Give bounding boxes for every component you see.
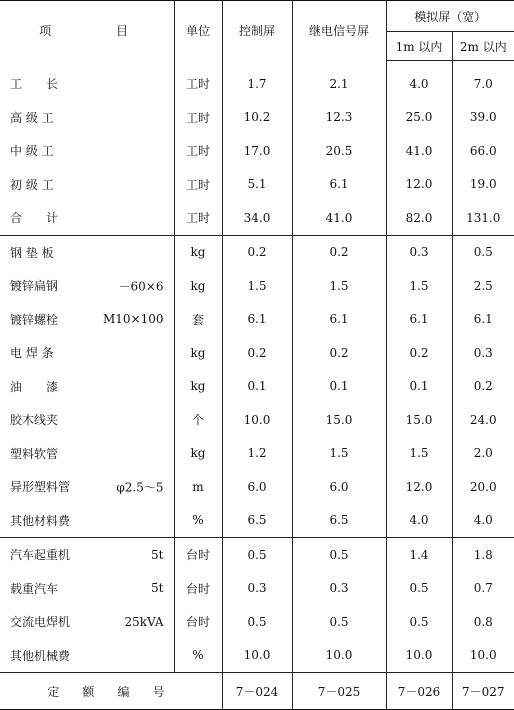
item-cell	[0, 370, 174, 404]
item-name: 胶木线夹	[10, 413, 59, 428]
machinery-row	[0, 572, 514, 606]
control-panel-value: 1.2	[222, 437, 292, 471]
header-sim-2m: 2m 以内	[452, 32, 514, 61]
sim-2m-value: 0.5	[452, 235, 514, 269]
control-panel-value: 10.0	[222, 639, 292, 673]
sim-1m-value: 15.0	[386, 403, 452, 437]
material-row	[0, 235, 514, 269]
sim-1m-value: 4.0	[386, 61, 452, 101]
labor-row	[0, 201, 514, 235]
sim-1m-value: 0.3	[386, 235, 452, 269]
sim-2m-value: 131.0	[452, 201, 514, 235]
item-cell	[0, 437, 174, 471]
item-cell	[0, 101, 174, 135]
quota-number-control: 7－024	[222, 673, 292, 710]
unit-cell: kg	[174, 269, 222, 303]
item-name: 工 长	[10, 77, 59, 91]
relay-panel-value: 10.0	[292, 639, 386, 673]
sim-2m-value: 2.0	[452, 437, 514, 471]
sim-1m-value: 25.0	[386, 101, 452, 135]
material-row	[0, 269, 514, 303]
unit-cell: 个	[174, 403, 222, 437]
unit-cell: 工时	[174, 61, 222, 101]
sim-2m-value: 39.0	[452, 101, 514, 135]
sim-1m-value: 41.0	[386, 134, 452, 168]
sim-2m-value: 66.0	[452, 134, 514, 168]
unit-cell: %	[174, 504, 222, 538]
machinery-row	[0, 639, 514, 673]
item-name: 镀锌螺栓	[10, 312, 59, 327]
item-name: 电 焊 条	[10, 346, 54, 361]
sim-1m-value: 1.5	[386, 269, 452, 303]
item-name: 初 级 工	[10, 177, 54, 192]
unit-cell: kg	[174, 437, 222, 471]
control-panel-value: 0.5	[222, 538, 292, 572]
control-panel-value: 5.1	[222, 168, 292, 202]
sim-1m-value: 12.0	[386, 168, 452, 202]
relay-panel-value: 15.0	[292, 403, 386, 437]
unit-cell: 台时	[174, 538, 222, 572]
item-cell	[0, 201, 174, 235]
unit-cell: 工时	[174, 168, 222, 202]
header-sim-1m: 1m 以内	[386, 32, 452, 61]
item-cell	[0, 538, 174, 572]
machinery-row	[0, 538, 514, 572]
unit-cell: 台时	[174, 605, 222, 639]
sim-2m-value: 7.0	[452, 61, 514, 101]
sim-2m-value: 19.0	[452, 168, 514, 202]
relay-panel-value: 6.1	[292, 168, 386, 202]
item-spec: 5t	[151, 581, 164, 596]
control-panel-value: 0.2	[222, 235, 292, 269]
relay-panel-value: 0.5	[292, 605, 386, 639]
item-spec: 25kVA	[124, 614, 164, 629]
unit-cell: 工时	[174, 101, 222, 135]
item-cell	[0, 504, 174, 538]
item-name: 汽车起重机	[10, 548, 71, 563]
quota-number-sim-1m: 7－026	[386, 673, 452, 710]
sim-1m-value: 0.2	[386, 336, 452, 370]
unit-cell: 工时	[174, 134, 222, 168]
relay-panel-value: 1.5	[292, 437, 386, 471]
item-spec: －60×6	[118, 279, 164, 294]
unit-cell: kg	[174, 370, 222, 404]
item-cell	[0, 61, 174, 101]
sim-2m-value: 0.3	[452, 336, 514, 370]
sim-1m-value: 4.0	[386, 504, 452, 538]
sim-1m-value: 1.4	[386, 538, 452, 572]
unit-cell: %	[174, 639, 222, 673]
header-control-panel: 控制屏	[222, 1, 292, 61]
relay-panel-value: 0.5	[292, 538, 386, 572]
quota-number-label	[0, 673, 222, 710]
header-row	[0, 1, 514, 32]
control-panel-value: 10.2	[222, 101, 292, 135]
item-spec: 5t	[151, 547, 164, 562]
relay-panel-value: 20.5	[292, 134, 386, 168]
item-name: 油 漆	[10, 379, 59, 394]
sim-1m-value: 10.0	[386, 639, 452, 673]
control-panel-value: 6.0	[222, 470, 292, 504]
control-panel-value: 0.2	[222, 336, 292, 370]
unit-cell: kg	[174, 235, 222, 269]
item-name: 交流电焊机	[10, 615, 71, 630]
item-cell	[0, 336, 174, 370]
header-item: 项 目	[0, 1, 174, 61]
sim-1m-value: 82.0	[386, 201, 452, 235]
unit-cell: kg	[174, 336, 222, 370]
control-panel-value: 0.5	[222, 605, 292, 639]
relay-panel-value: 6.0	[292, 470, 386, 504]
relay-panel-value: 41.0	[292, 201, 386, 235]
item-cell	[0, 639, 174, 673]
item-cell	[0, 134, 174, 168]
quota-number-row	[0, 673, 514, 710]
sim-2m-value: 6.1	[452, 303, 514, 337]
unit-cell: 套	[174, 303, 222, 337]
item-name: 中 级 工	[10, 144, 54, 159]
unit-cell: m	[174, 470, 222, 504]
item-name: 其他材料费	[10, 513, 71, 528]
sim-2m-value: 0.8	[452, 605, 514, 639]
item-cell	[0, 168, 174, 202]
item-cell	[0, 269, 174, 303]
material-row	[0, 336, 514, 370]
relay-panel-value: 0.2	[292, 235, 386, 269]
sim-1m-value: 0.5	[386, 605, 452, 639]
item-cell	[0, 235, 174, 269]
sim-2m-value: 4.0	[452, 504, 514, 538]
sim-2m-value: 1.8	[452, 538, 514, 572]
quota-number-relay: 7－025	[292, 673, 386, 710]
control-panel-value: 6.1	[222, 303, 292, 337]
sim-2m-value: 0.7	[452, 572, 514, 606]
sim-2m-value: 2.5	[452, 269, 514, 303]
sim-1m-value: 6.1	[386, 303, 452, 337]
item-cell	[0, 572, 174, 606]
relay-panel-value: 6.1	[292, 303, 386, 337]
header-unit: 单位	[174, 1, 222, 61]
control-panel-value: 0.3	[222, 572, 292, 606]
item-name: 高 级 工	[10, 110, 54, 125]
item-cell	[0, 303, 174, 337]
relay-panel-value: 0.2	[292, 336, 386, 370]
header-simulation-panel: 模拟屏（宽）	[386, 1, 514, 32]
sim-2m-value: 20.0	[452, 470, 514, 504]
control-panel-value: 17.0	[222, 134, 292, 168]
header-relay-panel: 继电信号屏	[292, 1, 386, 61]
quota-number-sim-2m: 7－027	[452, 673, 514, 710]
item-name: 钢 垫 板	[10, 245, 54, 260]
item-cell	[0, 403, 174, 437]
labor-row	[0, 61, 514, 101]
material-row	[0, 370, 514, 404]
unit-cell: 台时	[174, 572, 222, 606]
relay-panel-value: 1.5	[292, 269, 386, 303]
item-name: 载重汽车	[10, 581, 59, 596]
control-panel-value: 1.7	[222, 61, 292, 101]
control-panel-value: 10.0	[222, 403, 292, 437]
sim-1m-value: 0.1	[386, 370, 452, 404]
material-row	[0, 303, 514, 337]
control-panel-value: 6.5	[222, 504, 292, 538]
material-row	[0, 504, 514, 538]
relay-panel-value: 2.1	[292, 61, 386, 101]
relay-panel-value: 0.3	[292, 572, 386, 606]
item-spec: φ2.5～5	[116, 480, 164, 495]
control-panel-value: 1.5	[222, 269, 292, 303]
material-row	[0, 437, 514, 471]
item-name: 其他机械费	[10, 648, 71, 663]
control-panel-value: 34.0	[222, 201, 292, 235]
item-name: 合 计	[10, 211, 59, 226]
labor-row	[0, 168, 514, 202]
relay-panel-value: 0.1	[292, 370, 386, 404]
machinery-row	[0, 605, 514, 639]
item-cell	[0, 605, 174, 639]
sim-1m-value: 12.0	[386, 470, 452, 504]
sim-2m-value: 10.0	[452, 639, 514, 673]
sim-1m-value: 1.5	[386, 437, 452, 471]
item-name: 镀锌扁钢	[10, 279, 59, 294]
labor-row	[0, 101, 514, 135]
sim-1m-value: 0.5	[386, 572, 452, 606]
item-spec: M10×100	[102, 312, 164, 327]
item-name: 异形塑料管	[10, 480, 71, 495]
material-row	[0, 403, 514, 437]
relay-panel-value: 6.5	[292, 504, 386, 538]
sim-2m-value: 24.0	[452, 403, 514, 437]
item-cell	[0, 470, 174, 504]
unit-cell: 工时	[174, 201, 222, 235]
item-name: 塑料软管	[10, 446, 59, 461]
labor-row	[0, 134, 514, 168]
quota-number-label-text: 定 额 编 号	[47, 684, 175, 699]
sim-2m-value: 0.2	[452, 370, 514, 404]
relay-panel-value: 12.3	[292, 101, 386, 135]
material-row	[0, 470, 514, 504]
control-panel-value: 0.1	[222, 370, 292, 404]
